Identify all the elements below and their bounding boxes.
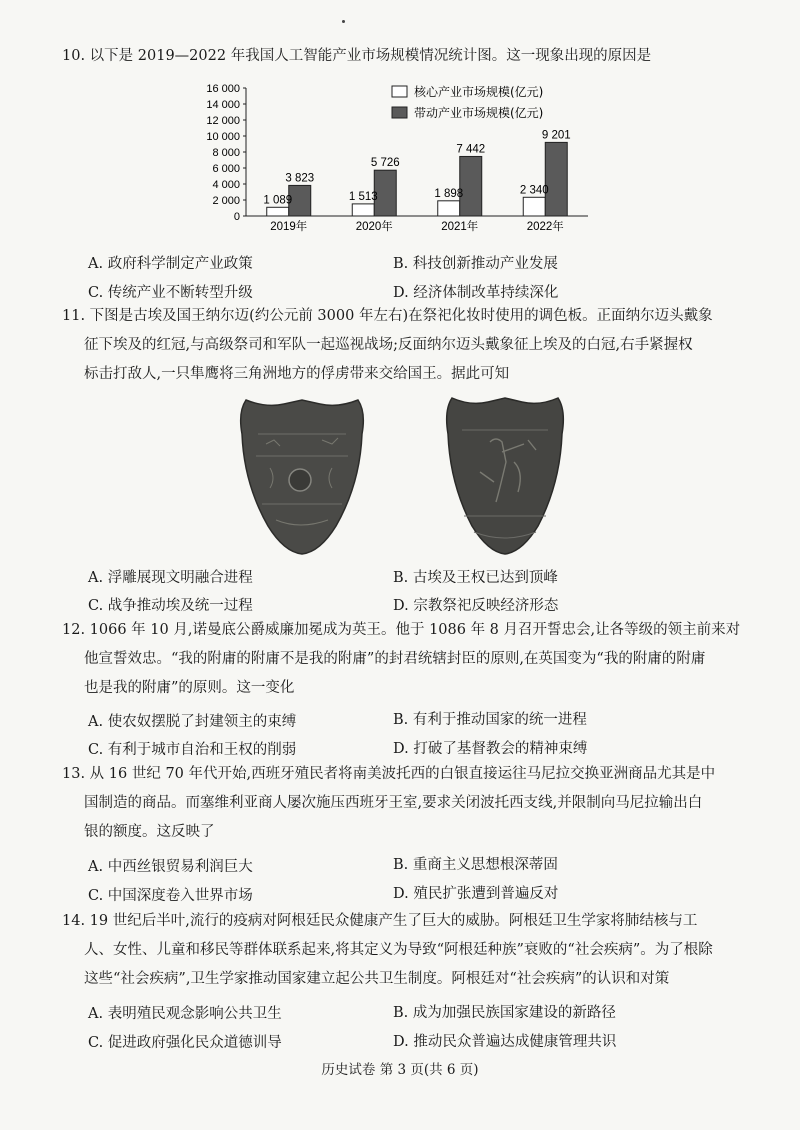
bar-core-0: [267, 207, 289, 216]
data-label: 3 823: [285, 172, 315, 185]
question-13: [62, 760, 715, 847]
q13-option-b[interactable]: B. 重商主义思想根深蒂固: [393, 857, 558, 873]
bar-core-2: [438, 201, 460, 216]
q14-option-c[interactable]: C. 促进政府强化民众道德训导: [88, 1035, 282, 1051]
question-13-line-2: 国制造的商品。而塞维利亚商人屡次施压西班牙王室,要求关闭波托西支线,并限制向马尼拉输出白: [84, 795, 703, 811]
data-label: 2 340: [519, 184, 549, 197]
legend-swatch: [392, 86, 407, 97]
question-12-line-1: 12. 1066 年 10 月,诺曼底公爵威廉加冕成为英王。他于 1086 年 8 月召开誓忠会,让各等级的领主前来对: [62, 622, 741, 638]
x-tick-label: 2022年: [526, 221, 564, 232]
question-14-line-1: 14. 19 世纪后半叶,流行的疫病对阿根廷民众健康产生了巨大的威胁。阿根廷卫生学家将肺结核与工: [62, 913, 698, 929]
y-tick-label: 0: [233, 211, 240, 223]
y-tick-label: 14 000: [206, 99, 240, 111]
data-label: 7 442: [456, 143, 486, 156]
narmer-palette-back-image: [444, 392, 566, 556]
market-size-chart: [196, 80, 596, 232]
y-tick-label: 12 000: [206, 115, 240, 127]
q13-option-c[interactable]: C. 中国深度卷入世界市场: [88, 888, 253, 904]
y-tick-label: 10 000: [206, 131, 240, 143]
q10-option-d[interactable]: D. 经济体制改革持续深化: [393, 285, 559, 301]
q10-option-c[interactable]: C. 传统产业不断转型升级: [88, 285, 253, 301]
y-tick-label: 4 000: [212, 179, 240, 191]
bar-driven-3: [545, 142, 567, 216]
q12-option-a[interactable]: A. 使农奴摆脱了封建领主的束缚: [88, 714, 297, 730]
question-10: [62, 42, 651, 71]
question-14-line-2: 人、女性、儿童和移民等群体联系起来,将其定义为导致“阿根廷种族”衰败的“社会疾病”。为了根除: [84, 942, 713, 958]
data-label: 1 513: [348, 190, 378, 203]
q11-option-d[interactable]: D. 宗教祭祀反映经济形态: [393, 598, 559, 614]
narmer-palette-front-image: [236, 394, 368, 556]
data-label: 9 201: [541, 129, 571, 142]
y-tick-label: 8 000: [212, 147, 240, 159]
q14-option-a[interactable]: A. 表明殖民观念影响公共卫生: [88, 1006, 282, 1022]
scan-speck: [342, 20, 345, 23]
q11-option-b[interactable]: B. 古埃及王权已达到顶峰: [393, 570, 558, 586]
page-footer: 历史试卷 第 3 页(共 6 页): [321, 1062, 479, 1078]
q12-option-c[interactable]: C. 有利于城市自治和王权的削弱: [88, 742, 297, 758]
data-label: 1 089: [263, 194, 293, 207]
legend-label: 带动产业市场规模(亿元): [414, 106, 544, 120]
y-tick-label: 6 000: [212, 163, 240, 175]
bar-core-1: [352, 204, 374, 216]
legend: [392, 84, 543, 120]
q13-option-d[interactable]: D. 殖民扩张遭到普遍反对: [393, 886, 559, 902]
legend-swatch: [392, 107, 407, 118]
data-label: 5 726: [370, 157, 400, 170]
q14-option-b[interactable]: B. 成为加强民族国家建设的新路径: [393, 1005, 616, 1021]
bar-core-3: [523, 197, 545, 216]
q12-option-d[interactable]: D. 打破了基督教会的精神束缚: [393, 741, 588, 757]
question-11: [62, 302, 713, 389]
question-12: [62, 616, 740, 703]
question-13-line-1: 13. 从 16 世纪 70 年代开始,西班牙殖民者将南美波托西的白银直接运往马尼拉交换亚洲商品尤其是中: [62, 766, 716, 782]
x-tick-label: 2019年: [270, 221, 308, 232]
legend-label: 核心产业市场规模(亿元): [414, 85, 544, 99]
question-14: [62, 907, 713, 994]
q13-option-a[interactable]: A. 中西丝银贸易利润巨大: [88, 859, 253, 875]
question-10-stem: 10. 以下是 2019—2022 年我国人工智能产业市场规模情况统计图。这一现象出现的原因是: [62, 48, 652, 64]
data-label: 1 898: [434, 187, 464, 200]
x-tick-label: 2020年: [355, 221, 393, 232]
question-13-line-3: 银的额度。这反映了: [84, 824, 215, 840]
q11-option-a[interactable]: A. 浮雕展现文明融合进程: [88, 570, 253, 586]
q11-option-c[interactable]: C. 战争推动埃及统一过程: [88, 598, 253, 614]
q14-option-d[interactable]: D. 推动民众普遍达成健康管理共识: [393, 1034, 617, 1050]
question-11-line-1: 11. 下图是古埃及国王纳尔迈(约公元前 3000 年左右)在祭祀化妆时使用的调色板。正面纳尔迈头戴象: [62, 308, 713, 324]
question-11-line-2: 征下埃及的红冠,与高级祭司和军队一起巡视战场;反面纳尔迈头戴象征上埃及的白冠,右手紧握权: [84, 337, 693, 353]
q10-option-b[interactable]: B. 科技创新推动产业发展: [393, 256, 558, 272]
x-tick-label: 2021年: [441, 221, 479, 232]
bar-driven-2: [460, 156, 482, 216]
x-axis-categories: [270, 219, 564, 232]
q12-option-b[interactable]: B. 有利于推动国家的统一进程: [393, 712, 587, 728]
y-tick-label: 16 000: [206, 83, 240, 95]
q10-option-a[interactable]: A. 政府科学制定产业政策: [88, 256, 253, 272]
question-12-line-2: 他宣誓效忠。“我的附庸的附庸不是我的附庸”的封君统辖封臣的原则,在英国变为“我的附庸的附庸: [84, 651, 706, 667]
question-12-line-3: 也是我的附庸”的原则。这一变化: [84, 680, 295, 696]
question-11-line-3: 标击打敌人,一只隼鹰将三角洲地方的俘虏带来交给国王。据此可知: [84, 366, 510, 382]
question-14-line-3: 这些“社会疾病”,卫生学家推动国家建立起公共卫生制度。阿根廷对“社会疾病”的认识和对策: [84, 971, 670, 987]
y-tick-label: 2 000: [212, 195, 240, 207]
